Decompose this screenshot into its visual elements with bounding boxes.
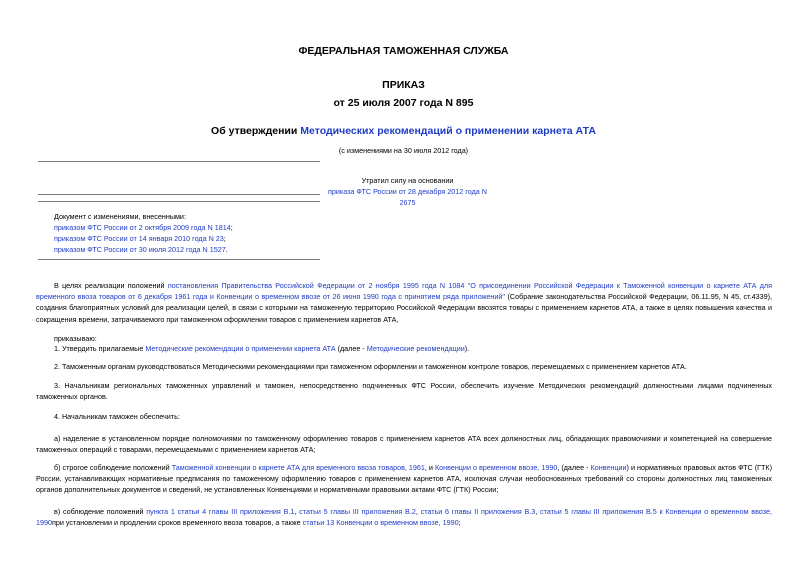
amendment-link[interactable]: приказом ФТС России от 2 октября 2009 года N 1814 [54,223,231,232]
conventions-link[interactable]: Конвенции [590,463,627,472]
amendments-heading: Документ с изменениями, внесенными: [54,212,186,221]
doc-title-link[interactable]: Методических рекомендаций о применении карнета АТА [300,125,596,137]
intro-text: В целях реализации положений [54,281,168,290]
item-4c-sep: , [535,507,541,516]
recommendations-link[interactable]: Методические рекомендации о применении карнета АТА [145,344,336,353]
annex-b3-link[interactable]: статьи 6 главы II приложения B.3 [420,507,536,516]
doc-type: ПРИКАЗ [382,79,425,91]
item-1 [36,343,772,354]
item-2-text: 2. Таможенным органам руководствоваться Методическими рекомендациями при таможенном оформлении и таможенном контроле товаров, перемещаемых с применением карнетов АТА. [54,362,687,371]
item-4c-text: в) соблюдение положений [54,507,147,516]
doc-date-number: от 25 июля 2007 года N 895 [333,97,474,109]
item-4c-text-mid: при установлении и продлении сроков временного ввоза товаров, а также [52,518,303,528]
item-4c-sep: , [415,507,421,516]
item-4c-sep: , [294,507,300,516]
invalidated-note [320,175,495,208]
item-4 [36,411,772,422]
item-4c [36,506,772,528]
annex-b1-link[interactable]: пункта 1 статьи 4 главы III приложения B.1 [146,507,295,516]
item-4-text: 4. Начальникам таможен обеспечить: [54,412,180,421]
temp-import-convention-link[interactable]: Конвенции о временном ввозе, 1990 [434,463,558,472]
annex-b5-link[interactable]: статьи 5 главы III приложения B.5 к Конвенции о временном ввозе, 1990 [36,507,772,528]
intro-paragraph [36,280,772,325]
item-3-text: 3. Начальникам региональных таможенных управлений и таможен, непосредственно подчиненных ФТС России, обеспечить изучение Методических рекомендаций должностными лицами подчиненных таможенных органов. [36,381,772,402]
intro-text-cont: (Собрание законодательства Российской Федерации, 06.11.95, N 45, ст.4339), создания благоприятных условий для реализации целей, в связи с которыми на таможенную территорию Российской Федерации ввозятся товары с применением карнетов АТА, а также в целях повышения качества и сокращения времени, затрачиваемого при таможенном оформлении товаров с применением карнетов АТА, [36,292,772,324]
item-4a-text: а) наделение в установленном порядке полномочиями по таможенному оформлению товаров с применением карнетов АТА всех должностных лиц, обладающих правомочиями и компетенцией на совершение таможенных операций с товарами, перемещаемыми с применением карнетов АТА; [36,434,772,455]
doc-title [0,125,807,137]
doc-title-prefix: Об утверждении [211,125,301,137]
agency-name: ФЕДЕРАЛЬНАЯ ТАМОЖЕННАЯ СЛУЖБА [298,45,509,57]
amendment-item [54,244,233,255]
amendment-item [54,233,233,244]
item-4b-sep: , и [424,463,435,472]
article-13-link[interactable]: статьи 13 Конвенции о временном ввозе, 1990 [302,518,459,528]
divider [38,259,320,260]
divider [38,161,320,162]
item-1-text-mid: (далее - [335,344,367,353]
amendment-suffix: ; [230,223,233,232]
invalidated-link[interactable]: приказа ФТС России от 28 декабря 2012 года N 2675 [328,187,487,207]
annex-b2-link[interactable]: статьи 5 главы III приложения B.2 [299,507,416,516]
amendment-link[interactable]: приказом ФТС России от 14 января 2010 года N 23 [54,234,224,243]
item-1-text: 1. Утвердить прилагаемые [54,344,146,353]
amendment-suffix: . [225,245,228,254]
item-4b [36,462,772,496]
item-4a [36,433,772,455]
item-4b-sep: , (далее - [557,463,591,472]
resolution-link[interactable]: постановления Правительства Российской Федерации от 2 ноября 1995 года N 1084 "О присоединении Российской Федерации к Таможенной конвенции о карнете АТА для временного ввоза товаров от 6 декабря 1961 года и Конвенции о временном ввозе от 26 июня 1990 года с принятием ряда приложений" [36,281,773,302]
amendment-suffix: ; [223,234,226,243]
amendments-list [54,211,233,255]
amendment-link[interactable]: приказом ФТС России от 30 июля 2012 года N 1527 [54,245,226,254]
divider [38,201,320,202]
order-word-text: приказываю: [54,334,97,343]
item-1-suffix: ). [464,344,470,353]
item-4b-text: б) строгое соблюдение положений [54,463,172,472]
item-2 [36,361,772,372]
invalidated-text: Утратил силу на основании [361,176,454,185]
item-4c-suffix: ; [458,518,461,528]
recommendations-short-link[interactable]: Методические рекомендации [366,344,465,353]
amendment-item [54,222,233,233]
divider [38,194,320,195]
item-4b-text-cont: ) и нормативных правовых актов ФТС (ГТК) России, устанавливающих нормативные предписания по таможенному оформлению товаров с применением карнетов АТА, исключая случаи необоснованных требований со стороны должностных лиц таможенных органов дополнительных документов и сведений, не установленных Конвенциями и нормативными правовыми актами ФТС (ГТК) России; [36,463,772,495]
ata-convention-link[interactable]: Таможенной конвенции о карнете АТА для временного ввоза товаров, 1961 [171,463,425,472]
item-3 [36,380,772,402]
revision-note: (с изменениями на 30 июля 2012 года) [338,146,469,155]
